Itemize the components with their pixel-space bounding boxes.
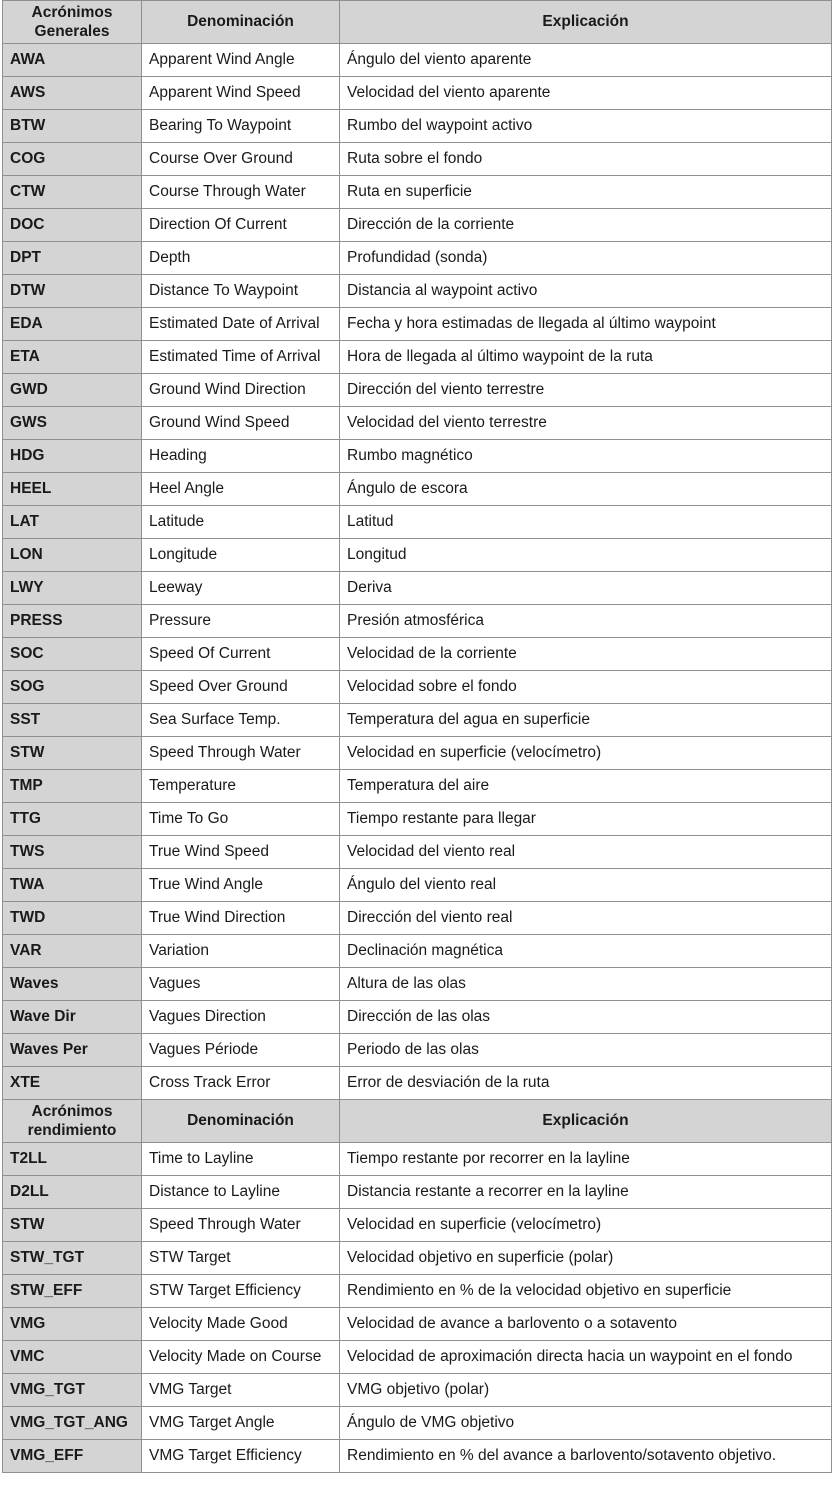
table-row — [3, 902, 832, 935]
explanation-cell: Rumbo del waypoint activo — [340, 110, 832, 143]
acronym-cell: CTW — [3, 176, 142, 209]
acronym-cell: EDA — [3, 308, 142, 341]
explanation-cell: Velocidad del viento real — [340, 836, 832, 869]
explanation-cell: Periodo de las olas — [340, 1034, 832, 1067]
explanation-cell: Velocidad en superficie (velocímetro) — [340, 737, 832, 770]
table-row — [3, 704, 832, 737]
explanation-cell: Deriva — [340, 572, 832, 605]
denomination-cell: Vagues Période — [142, 1034, 340, 1067]
denomination-cell: Speed Through Water — [142, 737, 340, 770]
denomination-cell: True Wind Speed — [142, 836, 340, 869]
table-row — [3, 605, 832, 638]
explanation-cell: Rendimiento en % de la velocidad objetivo en superficie — [340, 1275, 832, 1308]
acronym-cell: LWY — [3, 572, 142, 605]
denomination-cell: Cross Track Error — [142, 1067, 340, 1100]
acronym-cell: Wave Dir — [3, 1001, 142, 1034]
denomination-cell: VMG Target — [142, 1374, 340, 1407]
acronym-cell: LAT — [3, 506, 142, 539]
explanation-cell: Velocidad sobre el fondo — [340, 671, 832, 704]
denomination-cell: Distance to Layline — [142, 1176, 340, 1209]
denomination-cell: Time to Layline — [142, 1143, 340, 1176]
explanation-cell: Distancia al waypoint activo — [340, 275, 832, 308]
explanation-cell: Fecha y hora estimadas de llegada al último waypoint — [340, 308, 832, 341]
table-row — [3, 440, 832, 473]
acronym-table — [2, 0, 832, 1473]
acronym-cell: VMG — [3, 1308, 142, 1341]
explanation-cell: Error de desviación de la ruta — [340, 1067, 832, 1100]
table-row — [3, 1001, 832, 1034]
table-row — [3, 374, 832, 407]
explanation-cell: Temperatura del aire — [340, 770, 832, 803]
acronym-cell: STW — [3, 1209, 142, 1242]
section-header-row — [3, 1100, 832, 1143]
acronym-cell: TTG — [3, 803, 142, 836]
acronym-cell: SOC — [3, 638, 142, 671]
acronym-header-line-2: rendimiento — [27, 1122, 117, 1139]
acronym-column-header — [3, 1100, 142, 1143]
explanation-cell: Velocidad en superficie (velocímetro) — [340, 1209, 832, 1242]
table-row — [3, 1242, 832, 1275]
table-row — [3, 1034, 832, 1067]
table-row — [3, 1341, 832, 1374]
denomination-cell: Vagues Direction — [142, 1001, 340, 1034]
denomination-cell: Course Through Water — [142, 176, 340, 209]
acronym-cell: SST — [3, 704, 142, 737]
table-row — [3, 968, 832, 1001]
denomination-cell: Pressure — [142, 605, 340, 638]
table-row — [3, 737, 832, 770]
table-row — [3, 935, 832, 968]
acronym-cell: VMC — [3, 1341, 142, 1374]
acronym-cell: TMP — [3, 770, 142, 803]
table-row — [3, 506, 832, 539]
acronym-cell: GWS — [3, 407, 142, 440]
explanation-cell: Ángulo del viento real — [340, 869, 832, 902]
table-row — [3, 770, 832, 803]
denomination-cell: Variation — [142, 935, 340, 968]
denomination-cell: Time To Go — [142, 803, 340, 836]
acronym-cell: AWA — [3, 44, 142, 77]
acronym-cell: PRESS — [3, 605, 142, 638]
denomination-cell: Direction Of Current — [142, 209, 340, 242]
acronym-cell: DOC — [3, 209, 142, 242]
table-row — [3, 110, 832, 143]
explanation-cell: Velocidad del viento aparente — [340, 77, 832, 110]
acronym-cell: BTW — [3, 110, 142, 143]
table-row — [3, 1067, 832, 1100]
denomination-cell: True Wind Direction — [142, 902, 340, 935]
explanation-cell: Velocidad del viento terrestre — [340, 407, 832, 440]
denomination-column-header: Denominación — [142, 1, 340, 44]
denomination-cell: Velocity Made on Course — [142, 1341, 340, 1374]
table-row — [3, 671, 832, 704]
denomination-cell: Course Over Ground — [142, 143, 340, 176]
explanation-cell: Latitud — [340, 506, 832, 539]
explanation-cell: VMG objetivo (polar) — [340, 1374, 832, 1407]
denomination-cell: VMG Target Efficiency — [142, 1440, 340, 1473]
table-row — [3, 473, 832, 506]
acronym-cell: TWD — [3, 902, 142, 935]
acronym-cell: GWD — [3, 374, 142, 407]
acronym-cell: STW_TGT — [3, 1242, 142, 1275]
denomination-column-header: Denominación — [142, 1100, 340, 1143]
acronym-header-line-1: Acrónimos — [31, 1103, 113, 1120]
table-row — [3, 143, 832, 176]
denomination-cell: Heading — [142, 440, 340, 473]
acronym-cell: TWA — [3, 869, 142, 902]
explanation-cell: Hora de llegada al último waypoint de la ruta — [340, 341, 832, 374]
acronym-cell: ETA — [3, 341, 142, 374]
denomination-cell: Latitude — [142, 506, 340, 539]
denomination-cell: Bearing To Waypoint — [142, 110, 340, 143]
explanation-cell: Presión atmosférica — [340, 605, 832, 638]
table-row — [3, 803, 832, 836]
table-row — [3, 836, 832, 869]
explanation-cell: Temperatura del agua en superficie — [340, 704, 832, 737]
table-row — [3, 308, 832, 341]
acronym-header-line-2: Generales — [34, 23, 110, 40]
table-row — [3, 209, 832, 242]
explanation-cell: Distancia restante a recorrer en la layline — [340, 1176, 832, 1209]
denomination-cell: Vagues — [142, 968, 340, 1001]
denomination-cell: Ground Wind Speed — [142, 407, 340, 440]
table-row — [3, 572, 832, 605]
table-row — [3, 1374, 832, 1407]
denomination-cell: Leeway — [142, 572, 340, 605]
denomination-cell: Estimated Time of Arrival — [142, 341, 340, 374]
explanation-cell: Declinación magnética — [340, 935, 832, 968]
acronym-header-line-1: Acrónimos — [31, 4, 113, 21]
acronym-cell: COG — [3, 143, 142, 176]
explanation-cell: Ángulo del viento aparente — [340, 44, 832, 77]
denomination-cell: Speed Through Water — [142, 1209, 340, 1242]
denomination-cell: STW Target Efficiency — [142, 1275, 340, 1308]
acronym-cell: STW_EFF — [3, 1275, 142, 1308]
acronym-cell: DPT — [3, 242, 142, 275]
explanation-cell: Velocidad de aproximación directa hacia un waypoint en el fondo — [340, 1341, 832, 1374]
denomination-cell: Estimated Date of Arrival — [142, 308, 340, 341]
denomination-cell: Ground Wind Direction — [142, 374, 340, 407]
table-row — [3, 1275, 832, 1308]
acronym-cell: TWS — [3, 836, 142, 869]
acronym-cell: Waves Per — [3, 1034, 142, 1067]
explanation-cell: Ángulo de escora — [340, 473, 832, 506]
acronym-cell: LON — [3, 539, 142, 572]
acronym-cell: D2LL — [3, 1176, 142, 1209]
denomination-cell: Speed Over Ground — [142, 671, 340, 704]
explanation-cell: Altura de las olas — [340, 968, 832, 1001]
explanation-cell: Dirección del viento terrestre — [340, 374, 832, 407]
denomination-cell: VMG Target Angle — [142, 1407, 340, 1440]
acronym-cell: VMG_TGT_ANG — [3, 1407, 142, 1440]
denomination-cell: STW Target — [142, 1242, 340, 1275]
explanation-cell: Ruta sobre el fondo — [340, 143, 832, 176]
table-row — [3, 275, 832, 308]
table-row — [3, 1209, 832, 1242]
denomination-cell: Depth — [142, 242, 340, 275]
acronym-cell: HEEL — [3, 473, 142, 506]
table-row — [3, 869, 832, 902]
explanation-cell: Longitud — [340, 539, 832, 572]
denomination-cell: Longitude — [142, 539, 340, 572]
table-row — [3, 1143, 832, 1176]
denomination-cell: Distance To Waypoint — [142, 275, 340, 308]
table-row — [3, 176, 832, 209]
acronym-cell: XTE — [3, 1067, 142, 1100]
acronym-cell: VMG_TGT — [3, 1374, 142, 1407]
section-header-row — [3, 1, 832, 44]
denomination-cell: Apparent Wind Speed — [142, 77, 340, 110]
table-row — [3, 638, 832, 671]
denomination-cell: Speed Of Current — [142, 638, 340, 671]
explanation-cell: Dirección de las olas — [340, 1001, 832, 1034]
table-row — [3, 242, 832, 275]
acronym-cell: AWS — [3, 77, 142, 110]
denomination-cell: Velocity Made Good — [142, 1308, 340, 1341]
table-row — [3, 1176, 832, 1209]
explanation-cell: Velocidad de avance a barlovento o a sotavento — [340, 1308, 832, 1341]
explanation-cell: Tiempo restante para llegar — [340, 803, 832, 836]
explanation-cell: Ángulo de VMG objetivo — [340, 1407, 832, 1440]
denomination-cell: Temperature — [142, 770, 340, 803]
explanation-cell: Tiempo restante por recorrer en la layline — [340, 1143, 832, 1176]
explanation-cell: Rumbo magnético — [340, 440, 832, 473]
acronym-cell: DTW — [3, 275, 142, 308]
table-row — [3, 407, 832, 440]
acronym-cell: HDG — [3, 440, 142, 473]
table-row — [3, 1407, 832, 1440]
table-row — [3, 1308, 832, 1341]
acronym-cell: Waves — [3, 968, 142, 1001]
explanation-column-header: Explicación — [340, 1, 832, 44]
table-row — [3, 539, 832, 572]
explanation-cell: Rendimiento en % del avance a barlovento/sotavento objetivo. — [340, 1440, 832, 1473]
explanation-cell: Dirección de la corriente — [340, 209, 832, 242]
acronym-cell: VAR — [3, 935, 142, 968]
denomination-cell: True Wind Angle — [142, 869, 340, 902]
table-row — [3, 341, 832, 374]
explanation-cell: Velocidad objetivo en superficie (polar) — [340, 1242, 832, 1275]
explanation-cell: Ruta en superficie — [340, 176, 832, 209]
acronym-cell: VMG_EFF — [3, 1440, 142, 1473]
denomination-cell: Sea Surface Temp. — [142, 704, 340, 737]
denomination-cell: Apparent Wind Angle — [142, 44, 340, 77]
table-row — [3, 77, 832, 110]
table-row — [3, 1440, 832, 1473]
acronym-cell: T2LL — [3, 1143, 142, 1176]
explanation-cell: Dirección del viento real — [340, 902, 832, 935]
denomination-cell: Heel Angle — [142, 473, 340, 506]
explanation-column-header: Explicación — [340, 1100, 832, 1143]
acronym-column-header — [3, 1, 142, 44]
table-row — [3, 44, 832, 77]
explanation-cell: Velocidad de la corriente — [340, 638, 832, 671]
acronym-cell: STW — [3, 737, 142, 770]
explanation-cell: Profundidad (sonda) — [340, 242, 832, 275]
acronym-cell: SOG — [3, 671, 142, 704]
